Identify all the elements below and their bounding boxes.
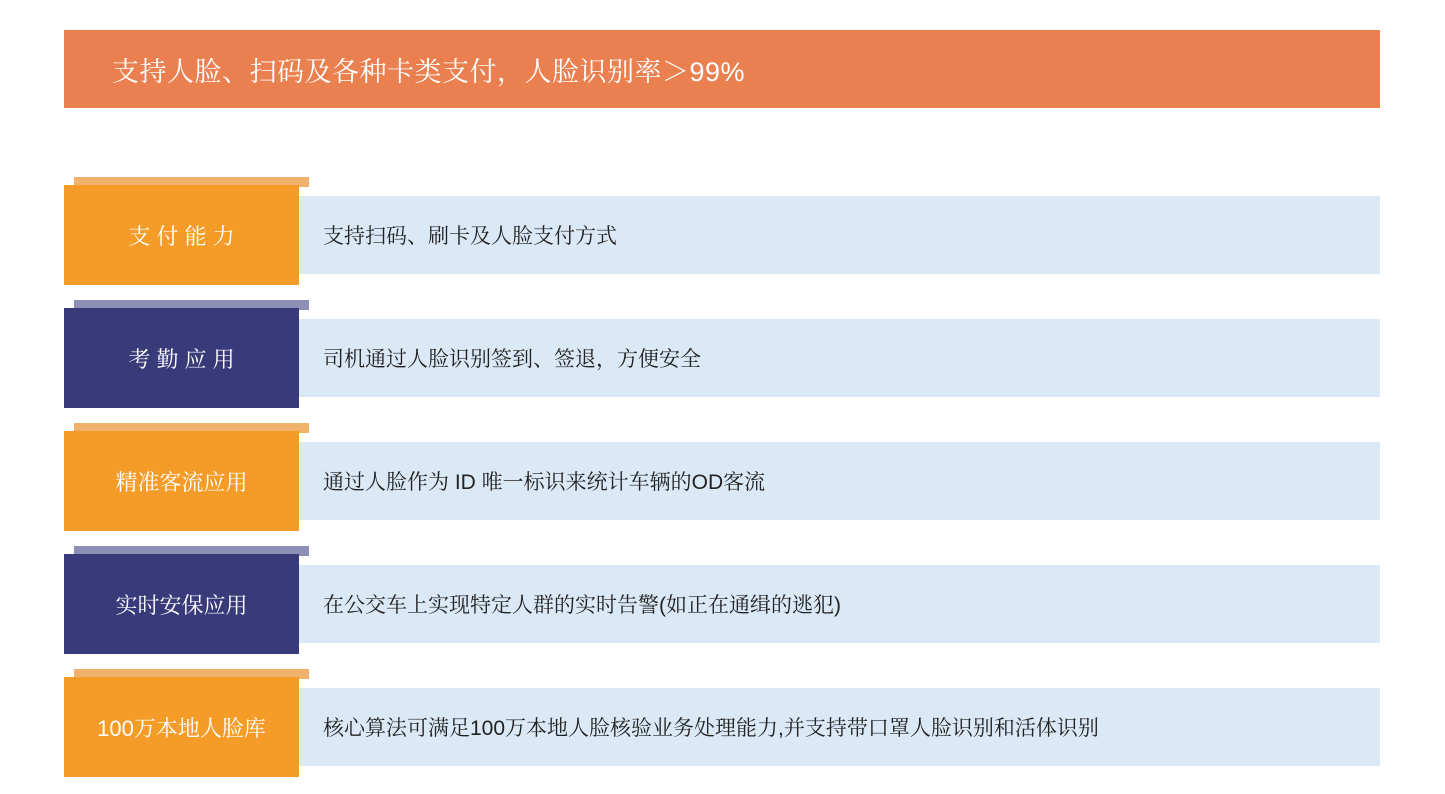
feature-description-text: 通过人脸作为 ID 唯一标识来统计车辆的OD客流 xyxy=(323,471,766,494)
feature-row xyxy=(64,554,1380,654)
feature-row-list xyxy=(64,185,1380,777)
feature-description-text: 核心算法可满足100万本地人脸核验业务处理能力,并支持带口罩人脸识别和活体识别 xyxy=(323,717,1099,740)
feature-label-chip[interactable] xyxy=(64,431,299,531)
feature-label-chip[interactable] xyxy=(64,554,299,654)
feature-row xyxy=(64,185,1380,285)
feature-description-text: 在公交车上实现特定人群的实时告警(如正在通缉的逃犯) xyxy=(323,594,841,617)
feature-description-bar xyxy=(299,565,1380,643)
feature-label-text: 精准客流应用 xyxy=(115,469,248,495)
feature-description-text: 司机通过人脸识别签到、签退，方便安全 xyxy=(323,348,701,371)
feature-label-text: 100万本地人脸库 xyxy=(97,715,266,741)
feature-description-bar xyxy=(299,196,1380,274)
feature-label-chip[interactable] xyxy=(64,185,299,285)
feature-label-text: 考 勤 应 用 xyxy=(128,346,235,372)
feature-row xyxy=(64,431,1380,531)
feature-label-text: 实时安保应用 xyxy=(115,592,248,618)
feature-label-chip[interactable] xyxy=(64,677,299,777)
feature-row xyxy=(64,308,1380,408)
header-banner-title: 支持人脸、扫码及各种卡类支付，人脸识别率＞99% xyxy=(112,56,746,87)
feature-description-bar xyxy=(299,319,1380,397)
header-banner xyxy=(64,30,1380,108)
feature-description-text: 支持扫码、刷卡及人脸支付方式 xyxy=(323,225,617,248)
feature-description-bar xyxy=(299,688,1380,766)
feature-row xyxy=(64,677,1380,777)
feature-label-chip[interactable] xyxy=(64,308,299,408)
feature-label-text: 支 付 能 力 xyxy=(128,223,235,249)
feature-description-bar xyxy=(299,442,1380,520)
